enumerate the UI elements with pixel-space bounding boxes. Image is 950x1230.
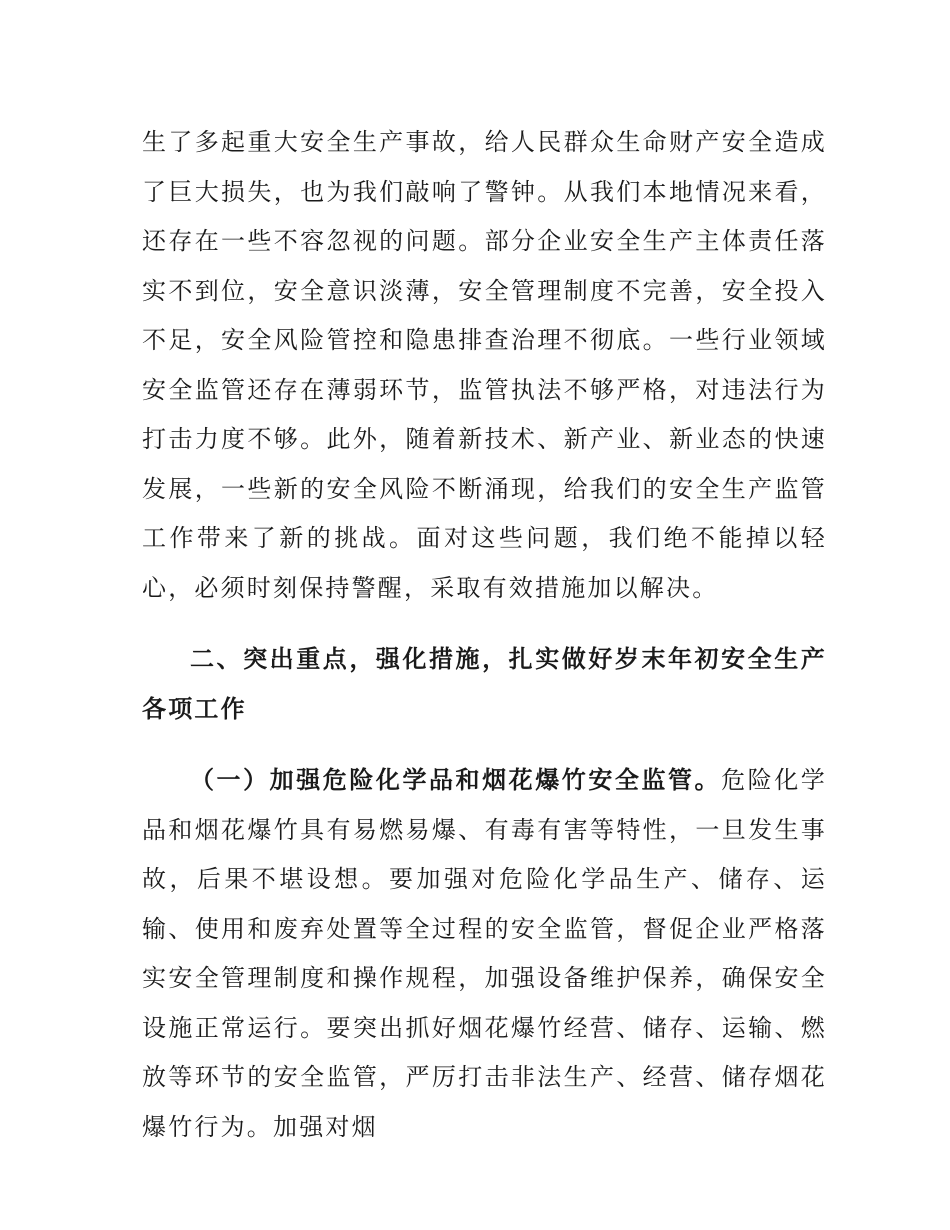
section-heading: 二、突出重点，强化措施，扎实做好岁末年初安全生产各项工作 [142,645,827,723]
subsection-title: （一）加强危险化学品和烟花爆竹安全监管。 [190,766,722,794]
continued-paragraph: 生了多起重大安全生产事故，给人民群众生命财产安全造成了巨大损失，也为我们敲响了警钟。从我们本地情况来看，还存在一些不容忽视的问题。部分企业安全生产主体责任落实不到位，安全意识淡薄，安全管理制度不完善，安全投入不足，安全风险管控和隐患排查治理不彻底。一些行业领域安全监管还存在薄弱环节，监管执法不够严格，对违法行为打击力度不够。此外，随着新技术、新产业、新业态的快速发展，一些新的安全风险不断涌现，给我们的安全生产监管工作带来了新的挑战。面对这些问题，我们绝不能掉以轻心，必须时刻保持警醒，采取有效措施加以解决。 [142,128,827,602]
subsection-body: 危险化学品和烟花爆竹具有易燃易爆、有毒有害等特性，一旦发生事故，后果不堪设想。要加强对危险化学品生产、储存、运输、使用和废弃处置等全过程的安全监管，督促企业严格落实安全管理制度和操作规程，加强设备维护保养，确保安全设施正常运行。要突出抓好烟花爆竹经营、储存、运输、燃放等环节的安全监管，严厉打击非法生产、经营、储存烟花爆竹行为。加强对烟 [142,766,827,1141]
subsection-paragraph [142,756,827,1152]
document-body [142,118,827,1152]
